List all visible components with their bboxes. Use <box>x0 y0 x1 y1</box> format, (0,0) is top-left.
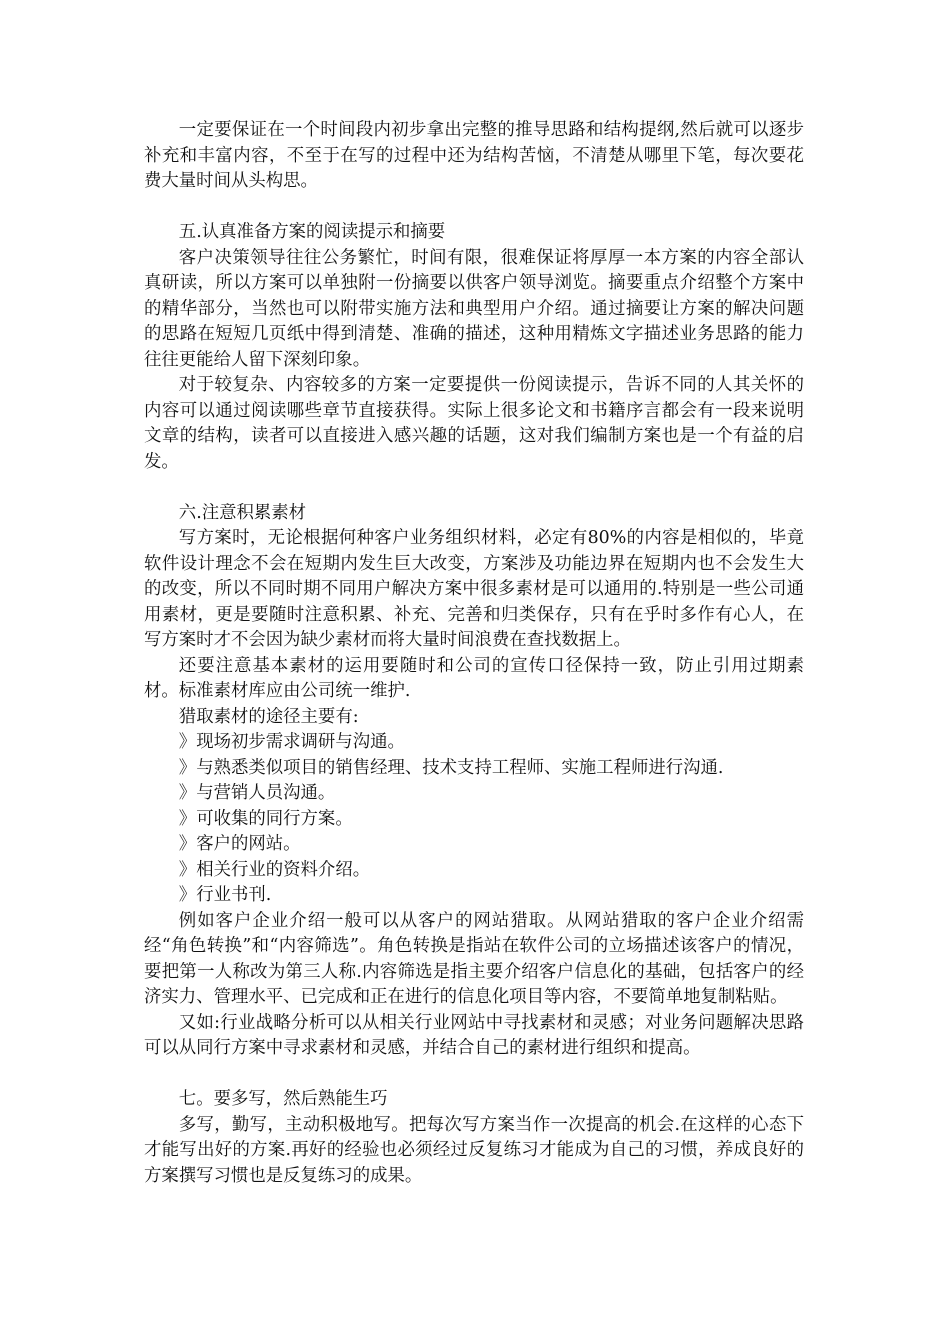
paragraph-practice: 多写，勤写，主动积极地写。把每次写方案当作一次提高的机会.在这样的心态下才能写出好的方案.再好的经验也必须经过反复练习才能成为自己的习惯，养成良好的方案撰写习惯也是反复练习的成果。 <box>144 1114 804 1186</box>
paragraph-reading-tips: 对于较复杂、内容较多的方案一定要提供一份阅读提示，告诉不同的人其关怀的内容可以通过阅读哪些章节直接获得。实际上很多论文和书籍序言都会有一段来说明文章的结构，读者可以直接进入感兴趣的话题，这对我们编制方案也是一个有益的启发。 <box>144 375 804 472</box>
list-item: 》客户的网站。 <box>178 834 301 854</box>
list-item: 》现场初步需求调研与沟通。 <box>178 732 405 752</box>
section-heading-6: 六.注意积累素材 <box>178 502 307 523</box>
list-item: 》可收集的同行方案。 <box>178 808 353 829</box>
section-heading-5: 五.认真准备方案的阅读提示和摘要 <box>178 222 446 242</box>
paragraph-summary: 客户决策领导往往公务繁忙，时间有限，很难保证将厚厚一本方案的内容全部认真研读，所以方案可以单独附一份摘要以供客户领导浏览。摘要重点介绍整个方案中的精华部分，当然也可以附带实施方法和典型用户介绍。通过摘要让方案的解决问题的思路在短短几页纸中得到清楚、准确的描述，这种用精炼文字描述业务思路的能力往往更能给人留下深刻印象。 <box>144 247 804 370</box>
document-page <box>144 118 804 1189</box>
list-item: 》相关行业的资料介绍。 <box>178 859 371 880</box>
list-item: 》与熟悉类似项目的销售经理、技术支持工程师、实施工程师进行沟通. <box>178 757 724 778</box>
section-heading-7: 七。要多写，然后熟能生巧 <box>178 1089 388 1109</box>
paragraph-materials: 写方案时，无论根据何种客户业务组织材料，必定有80%的内容是相似的，毕竟软件设计理念不会在短期内发生巨大改变，方案涉及功能边界在短期内也不会发生大的改变，所以不同时期不同用户解决方案中很多素材是可以通用的.特别是一些公司通用素材，更是要随时注意积累、补充、完善和归类保存，只有在乎时多作有心人，在写方案时才不会因为缺少素材而将大量时间浪费在查找数据上。 <box>144 528 804 650</box>
paragraph-structure-outline: 一定要保证在一个时间段内初步拿出完整的推导思路和结构提纲,然后就可以逐步补充和丰富内容，不至于在写的过程中还为结构苦恼，不清楚从哪里下笔，每次要花费大量时间从头构思。 <box>144 120 804 191</box>
spacer <box>144 475 804 501</box>
paragraph-example-industry: 又如:行业战略分析可以从相关行业网站中寻找素材和灵感；对业务问题解决思路可以从同行方案中寻求素材和灵感，并结合自己的素材进行组织和提高。 <box>144 1012 804 1058</box>
list-item: 》与营销人员沟通。 <box>178 783 336 803</box>
spacer <box>144 1062 804 1088</box>
paragraph-example-company: 例如客户企业介绍一般可以从客户的网站猎取。从网站猎取的客户企业介绍需经“角色转换”和“内容筛选”。角色转换是指站在软件公司的立场描述该客户的情况，要把第一人称改为第三人称.内容筛选是指主要介绍客户信息化的基础，包括客户的经济实力、管理水平、已完成和正在进行的信息化项目等内容，不要简单地复制粘贴。 <box>144 910 804 1007</box>
paragraph-consistency: 还要注意基本素材的运用要随时和公司的宣传口径保持一致，防止引用过期素材。标准素材库应由公司统一维护. <box>144 655 804 701</box>
spacer <box>144 195 804 221</box>
paragraph-sources-intro: 猎取素材的途径主要有: <box>178 706 359 727</box>
list-item: 》行业书刊. <box>178 885 272 905</box>
